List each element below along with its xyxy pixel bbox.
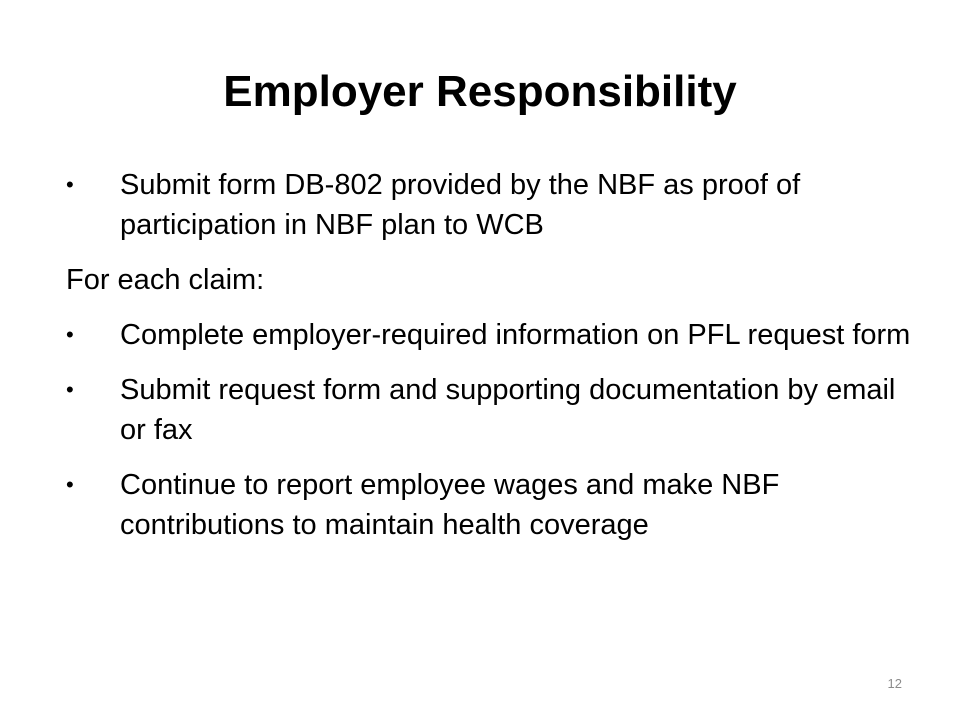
bullet-text: Complete employer-required information on PFL request form [120, 319, 911, 351]
bullet-text: Submit form DB-802 provided by the NBF as proof of participation in NBF plan to WCB [120, 169, 801, 241]
page-number: 12 [887, 676, 902, 691]
bullet-item-form-db802 [66, 165, 916, 245]
slide-title: Employer Responsibility [223, 67, 737, 116]
for-each-claim-heading: For each claim: [66, 264, 265, 296]
bullet-text: Continue to report employee wages and make NBF contributions to maintain health coverage [120, 469, 780, 541]
bullet-item-submit-request [66, 370, 916, 450]
bullet-icon: • [66, 377, 74, 402]
bullet-icon: • [66, 172, 74, 197]
slide-body [66, 165, 916, 560]
bullet-text: Submit request form and supporting documentation by email or fax [120, 374, 896, 446]
bullet-item-report-wages [66, 465, 916, 545]
bullet-icon: • [66, 472, 74, 497]
bullet-item-complete-info [66, 315, 916, 355]
bullet-icon: • [66, 322, 74, 347]
